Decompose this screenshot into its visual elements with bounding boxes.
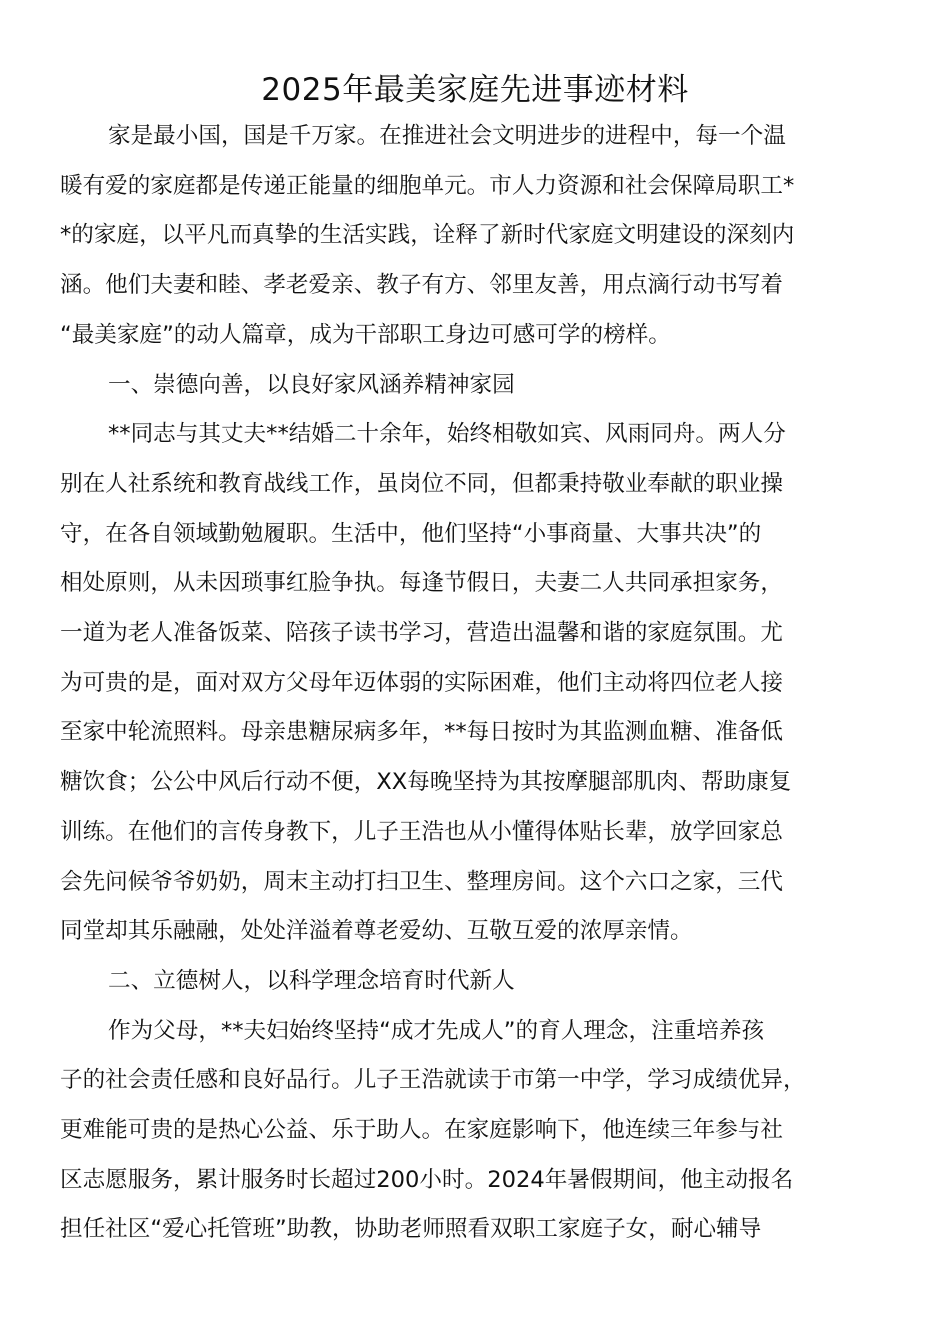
- paragraph-line: 暖有爱的家庭都是传递正能量的细胞单元。市人力资源和社会保障局职工*: [60, 172, 795, 199]
- paragraph-line: 一道为老人准备饭菜、陪孩子读书学习，营造出温馨和谐的家庭氛围。尤: [60, 620, 783, 646]
- paragraph-line: 守，在各自领域勤勉履职。生活中，他们坚持“小事商量、大事共决”的: [60, 520, 762, 547]
- paragraph-line: 至家中轮流照料。母亲患糖尿病多年，**每日按时为其监测血糖、准备低: [60, 719, 783, 746]
- paragraph-line: 同堂却其乐融融，处处洋溢着尊老爱幼、互敬互爱的浓厚亲情。: [60, 918, 693, 945]
- paragraph-line: “最美家庭”的动人篇章，成为干部职工身边可感可学的榜样。: [60, 321, 671, 348]
- paragraph-line: 作为父母，**夫妇始终坚持“成才先成人”的育人理念，注重培养孩: [108, 1017, 765, 1044]
- section-heading: 二、立德树人，以科学理念培育时代新人: [108, 967, 515, 994]
- paragraph-line: 家是最小国，国是千万家。在推进社会文明进步的进程中，每一个温: [108, 123, 786, 149]
- paragraph-line: 为可贵的是，面对双方父母年迈体弱的实际困难，他们主动将四位老人接: [60, 669, 783, 696]
- paragraph-line: 会先问候爷爷奶奶，周末主动打扫卫生、整理房间。这个六口之家，三代: [60, 868, 783, 895]
- paragraph-line: 担任社区“爱心托管班”助教，协助老师照看双职工家庭子女，耐心辅导: [60, 1216, 762, 1243]
- paragraph-line: **同志与其丈夫**结婚二十余年，始终相敬如宾、风雨同舟。两人分: [108, 421, 786, 448]
- paragraph-line: *的家庭，以平凡而真挚的生活实践，诠释了新时代家庭文明建设的深刻内: [60, 222, 795, 249]
- document-title: 2025年最美家庭先进事迹材料: [261, 72, 689, 108]
- paragraph-line: 子的社会责任感和良好品行。儿子王浩就读于市第一中学，学习成绩优异，: [60, 1067, 806, 1094]
- paragraph-line: 区志愿服务，累计服务时长超过200小时。2024年暑假期间，他主动报名: [60, 1166, 794, 1193]
- section-heading: 一、崇德向善，以良好家风涵养精神家园: [108, 371, 515, 398]
- paragraph-line: 涵。他们夫妻和睦、孝老爱亲、教子有方、邻里友善，用点滴行动书写着: [60, 272, 783, 299]
- paragraph-line: 更难能可贵的是热心公益、乐于助人。在家庭影响下，他连续三年参与社: [60, 1117, 783, 1143]
- paragraph-line: 糖饮食；公公中风后行动不便，XX每晚坚持为其按摩腿部肌肉、帮助康复: [60, 769, 792, 796]
- paragraph-line: 训练。在他们的言传身教下，儿子王浩也从小懂得体贴长辈，放学回家总: [60, 818, 783, 845]
- paragraph-line: 相处原则，从未因琐事红脸争执。每逢节假日，夫妻二人共同承担家务，: [60, 570, 783, 597]
- paragraph-line: 别在人社系统和教育战线工作，虽岗位不同，但都秉持敬业奉献的职业操: [60, 470, 783, 497]
